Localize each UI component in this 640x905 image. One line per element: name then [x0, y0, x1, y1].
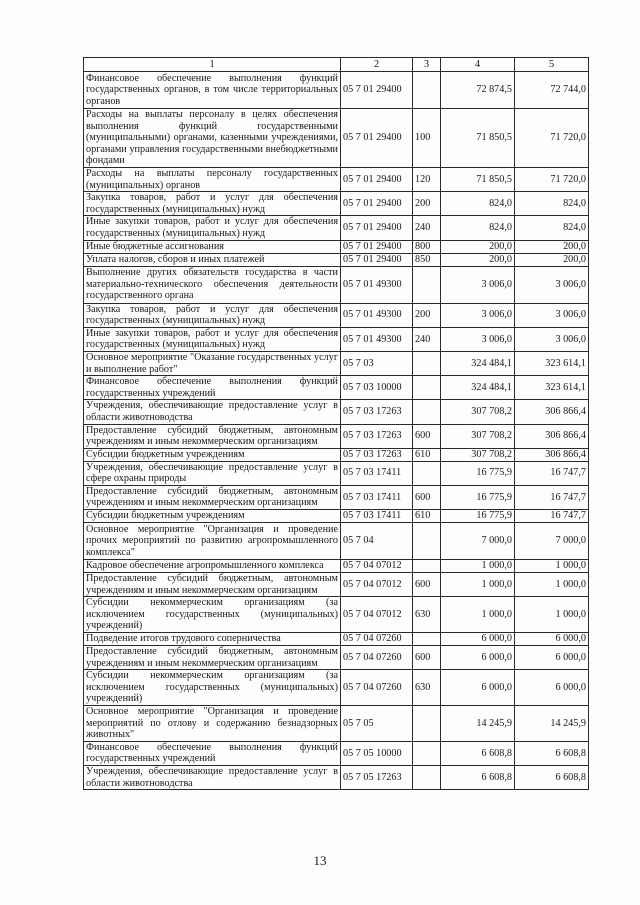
row-code: 05 7 03 17263 [341, 400, 413, 424]
table-row [84, 192, 589, 216]
row-value-col5: 6 000,0 [515, 633, 589, 646]
row-value-col5: 306 866,4 [515, 424, 589, 448]
row-value-col5: 14 245,9 [515, 706, 589, 742]
table-row [84, 597, 589, 633]
row-name: Основное мероприятие "Организация и проведение прочих мероприятий по развитию агропромышленного комплекса" [84, 523, 341, 560]
table-row [84, 72, 589, 109]
row-name: Финансовое обеспечение выполнения функций государственных органов, в том числе территориальных органов [84, 72, 341, 109]
row-expense-type: 610 [413, 448, 441, 461]
table-row [84, 461, 589, 485]
row-code: 05 7 01 49300 [341, 303, 413, 327]
table-row [84, 741, 589, 765]
row-value-col5: 1 000,0 [515, 560, 589, 573]
table-row [84, 646, 589, 670]
header-col-5: 5 [515, 58, 589, 72]
row-code: 05 7 01 29400 [341, 109, 413, 168]
row-value-col4: 200,0 [441, 253, 515, 266]
row-value-col5: 6 608,8 [515, 741, 589, 765]
row-value-col5: 71 720,0 [515, 109, 589, 168]
table-row [84, 560, 589, 573]
row-value-col4: 3 006,0 [441, 266, 515, 303]
row-expense-type: 630 [413, 597, 441, 633]
row-value-col4: 14 245,9 [441, 706, 515, 742]
row-value-col5: 71 720,0 [515, 168, 589, 192]
row-value-col4: 3 006,0 [441, 327, 515, 351]
row-expense-type: 600 [413, 573, 441, 597]
table-row [84, 376, 589, 400]
header-col-3: 3 [413, 58, 441, 72]
budget-table [83, 57, 589, 790]
row-value-col4: 324 484,1 [441, 351, 515, 375]
row-name: Иные бюджетные ассигнования [84, 240, 341, 253]
row-value-col4: 72 874,5 [441, 72, 515, 109]
row-expense-type: 200 [413, 303, 441, 327]
row-name: Учреждения, обеспечивающие предоставление услуг в области животноводства [84, 400, 341, 424]
row-name: Предоставление субсидий бюджетным, автономным учреждениям и иным некоммерческим организациям [84, 646, 341, 670]
row-name: Финансовое обеспечение выполнения функций государственных учреждений [84, 376, 341, 400]
row-expense-type [413, 523, 441, 560]
row-value-col4: 200,0 [441, 240, 515, 253]
row-code: 05 7 01 49300 [341, 327, 413, 351]
row-code: 05 7 03 10000 [341, 376, 413, 400]
row-value-col4: 6 000,0 [441, 646, 515, 670]
table-row [84, 706, 589, 742]
row-value-col5: 16 747,7 [515, 485, 589, 509]
row-name: Субсидии некоммерческим организациям (за исключением государственных (муниципальных) учреждений) [84, 670, 341, 706]
row-code: 05 7 01 29400 [341, 72, 413, 109]
header-col-4: 4 [441, 58, 515, 72]
row-expense-type: 850 [413, 253, 441, 266]
table-row [84, 485, 589, 509]
row-value-col4: 6 608,8 [441, 741, 515, 765]
table-row [84, 670, 589, 706]
row-value-col4: 6 000,0 [441, 633, 515, 646]
row-value-col5: 200,0 [515, 253, 589, 266]
table-row [84, 523, 589, 560]
row-code: 05 7 01 29400 [341, 240, 413, 253]
row-expense-type: 240 [413, 216, 441, 240]
row-value-col5: 6 608,8 [515, 765, 589, 789]
row-value-col5: 323 614,1 [515, 351, 589, 375]
row-name: Кадровое обеспечение агропромышленного комплекса [84, 560, 341, 573]
row-value-col5: 1 000,0 [515, 597, 589, 633]
row-name: Финансовое обеспечение выполнения функций государственных учреждений [84, 741, 341, 765]
row-name: Расходы на выплаты персоналу в целях обеспечения выполнения функций государственными (муниципальными) органами, казенными учреждениями, органами управления государственными внебюджетными фондами [84, 109, 341, 168]
row-code: 05 7 01 29400 [341, 216, 413, 240]
row-expense-type [413, 351, 441, 375]
table-row [84, 633, 589, 646]
row-code: 05 7 01 29400 [341, 253, 413, 266]
row-value-col4: 307 708,2 [441, 424, 515, 448]
row-expense-type: 800 [413, 240, 441, 253]
row-value-col5: 72 744,0 [515, 72, 589, 109]
row-name: Предоставление субсидий бюджетным, автономным учреждениям и иным некоммерческим организациям [84, 573, 341, 597]
row-value-col4: 16 775,9 [441, 485, 515, 509]
row-value-col4: 1 000,0 [441, 573, 515, 597]
table-header-row [84, 58, 589, 72]
row-expense-type [413, 765, 441, 789]
table-row [84, 327, 589, 351]
row-name: Учреждения, обеспечивающие предоставление услуг в области животноводства [84, 765, 341, 789]
row-code: 05 7 03 17411 [341, 461, 413, 485]
table-row [84, 765, 589, 789]
row-value-col4: 7 000,0 [441, 523, 515, 560]
row-value-col5: 1 000,0 [515, 573, 589, 597]
row-expense-type: 600 [413, 646, 441, 670]
row-code: 05 7 04 [341, 523, 413, 560]
row-code: 05 7 03 17263 [341, 424, 413, 448]
row-code: 05 7 04 07260 [341, 646, 413, 670]
row-code: 05 7 05 17263 [341, 765, 413, 789]
row-expense-type [413, 400, 441, 424]
row-name: Субсидии бюджетным учреждениям [84, 510, 341, 523]
row-value-col5: 200,0 [515, 240, 589, 253]
row-expense-type [413, 741, 441, 765]
row-expense-type: 630 [413, 670, 441, 706]
page-number: 13 [313, 853, 327, 868]
row-value-col5: 6 000,0 [515, 670, 589, 706]
row-value-col4: 824,0 [441, 216, 515, 240]
row-value-col4: 6 608,8 [441, 765, 515, 789]
table-row [84, 573, 589, 597]
header-col-1: 1 [84, 58, 341, 72]
row-value-col4: 324 484,1 [441, 376, 515, 400]
row-code: 05 7 05 10000 [341, 741, 413, 765]
row-expense-type: 600 [413, 485, 441, 509]
row-name: Учреждения, обеспечивающие предоставление услуг в сфере охраны природы [84, 461, 341, 485]
row-value-col4: 16 775,9 [441, 510, 515, 523]
row-expense-type: 240 [413, 327, 441, 351]
table-row [84, 400, 589, 424]
row-value-col5: 16 747,7 [515, 510, 589, 523]
row-value-col4: 3 006,0 [441, 303, 515, 327]
table-row [84, 303, 589, 327]
row-expense-type [413, 461, 441, 485]
row-name: Иные закупки товаров, работ и услуг для обеспечения государственных (муниципальных) нужд [84, 216, 341, 240]
row-expense-type [413, 376, 441, 400]
row-value-col5: 824,0 [515, 216, 589, 240]
row-value-col4: 307 708,2 [441, 448, 515, 461]
header-col-2: 2 [341, 58, 413, 72]
table-row [84, 448, 589, 461]
row-code: 05 7 03 17411 [341, 510, 413, 523]
table-row [84, 216, 589, 240]
row-value-col5: 306 866,4 [515, 448, 589, 461]
row-code: 05 7 04 07012 [341, 597, 413, 633]
table-row [84, 168, 589, 192]
row-value-col4: 6 000,0 [441, 670, 515, 706]
row-value-col5: 7 000,0 [515, 523, 589, 560]
row-expense-type: 610 [413, 510, 441, 523]
row-name: Основное мероприятие "Организация и проведение мероприятий по отлову и содержанию безнадзорных животных" [84, 706, 341, 742]
row-code: 05 7 03 17263 [341, 448, 413, 461]
table-row [84, 510, 589, 523]
row-value-col5: 16 747,7 [515, 461, 589, 485]
table-row [84, 351, 589, 375]
row-expense-type [413, 633, 441, 646]
row-value-col4: 71 850,5 [441, 109, 515, 168]
row-code: 05 7 04 07260 [341, 670, 413, 706]
table-row [84, 240, 589, 253]
row-value-col4: 307 708,2 [441, 400, 515, 424]
row-code: 05 7 04 07012 [341, 560, 413, 573]
row-expense-type [413, 560, 441, 573]
row-value-col4: 824,0 [441, 192, 515, 216]
row-value-col4: 71 850,5 [441, 168, 515, 192]
row-expense-type: 100 [413, 109, 441, 168]
row-name: Выполнение других обязательств государства в части материально-технического обеспечения деятельности государственного органа [84, 266, 341, 303]
row-name: Основное мероприятие "Оказание государственных услуг и выполнение работ" [84, 351, 341, 375]
row-code: 05 7 01 29400 [341, 192, 413, 216]
row-expense-type [413, 72, 441, 109]
row-expense-type: 120 [413, 168, 441, 192]
row-value-col5: 3 006,0 [515, 303, 589, 327]
table-row [84, 266, 589, 303]
row-name: Закупка товаров, работ и услуг для обеспечения государственных (муниципальных) нужд [84, 192, 341, 216]
row-value-col5: 6 000,0 [515, 646, 589, 670]
row-code: 05 7 05 [341, 706, 413, 742]
row-value-col5: 306 866,4 [515, 400, 589, 424]
row-value-col5: 323 614,1 [515, 376, 589, 400]
row-name: Субсидии бюджетным учреждениям [84, 448, 341, 461]
row-name: Субсидии некоммерческим организациям (за исключением государственных (муниципальных) учреждений) [84, 597, 341, 633]
row-name: Подведение итогов трудового соперничества [84, 633, 341, 646]
table-row [84, 424, 589, 448]
row-code: 05 7 04 07012 [341, 573, 413, 597]
row-value-col5: 824,0 [515, 192, 589, 216]
row-code: 05 7 03 17411 [341, 485, 413, 509]
row-value-col5: 3 006,0 [515, 327, 589, 351]
row-name: Иные закупки товаров, работ и услуг для обеспечения государственных (муниципальных) нужд [84, 327, 341, 351]
table-row [84, 253, 589, 266]
row-code: 05 7 03 [341, 351, 413, 375]
row-name: Уплата налогов, сборов и иных платежей [84, 253, 341, 266]
row-expense-type: 600 [413, 424, 441, 448]
row-name: Расходы на выплаты персоналу государственных (муниципальных) органов [84, 168, 341, 192]
row-code: 05 7 01 29400 [341, 168, 413, 192]
row-code: 05 7 01 49300 [341, 266, 413, 303]
row-value-col5: 3 006,0 [515, 266, 589, 303]
row-expense-type [413, 266, 441, 303]
row-value-col4: 16 775,9 [441, 461, 515, 485]
row-name: Предоставление субсидий бюджетным, автономным учреждениям и иным некоммерческим организациям [84, 424, 341, 448]
table-row [84, 109, 589, 168]
row-expense-type: 200 [413, 192, 441, 216]
row-name: Закупка товаров, работ и услуг для обеспечения государственных (муниципальных) нужд [84, 303, 341, 327]
row-name: Предоставление субсидий бюджетным, автономным учреждениям и иным некоммерческим организациям [84, 485, 341, 509]
row-expense-type [413, 706, 441, 742]
row-value-col4: 1 000,0 [441, 597, 515, 633]
row-value-col4: 1 000,0 [441, 560, 515, 573]
row-code: 05 7 04 07260 [341, 633, 413, 646]
